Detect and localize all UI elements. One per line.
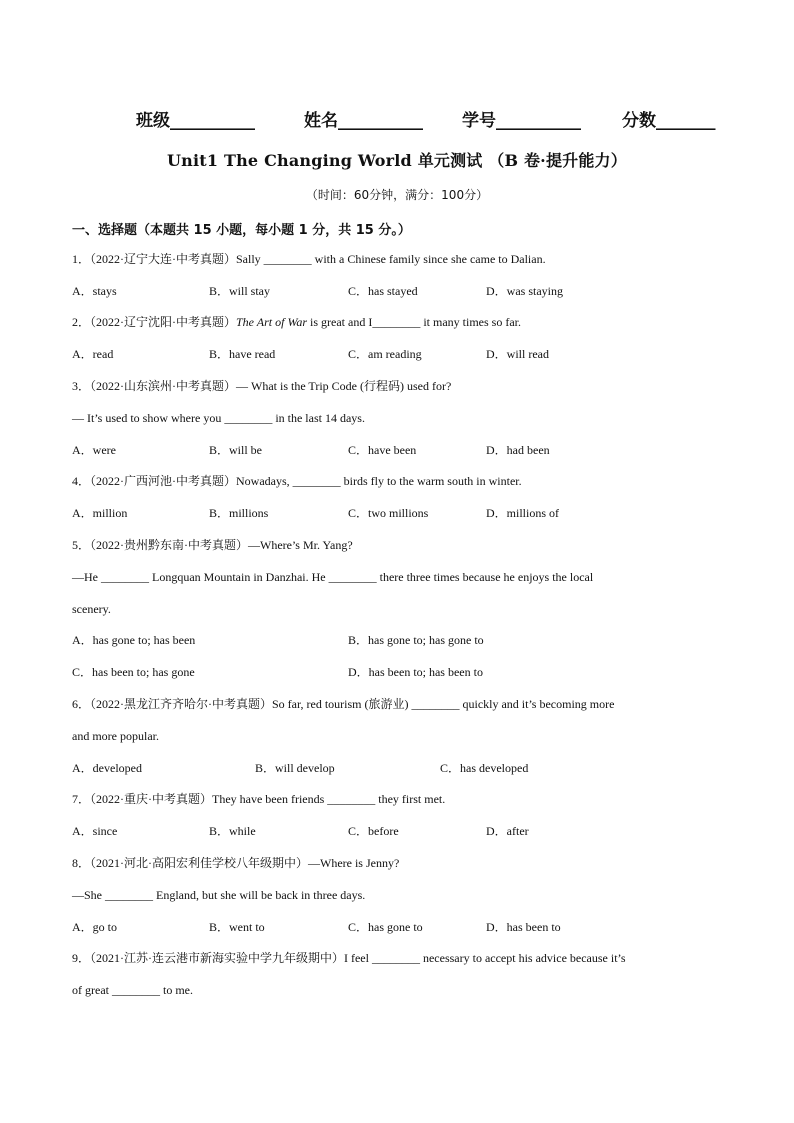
q6-option-b[interactable]: B．will develop — [255, 761, 335, 775]
q5-option-c[interactable]: C．has been to; has gone — [72, 665, 195, 679]
question-8-stem: 8．（2021·河北·高阳宏利佳学校八年级期中）—Where is Jenny? — [72, 856, 400, 870]
q8-option-d[interactable]: D．has been to — [486, 920, 561, 934]
q4-option-a[interactable]: A．million — [72, 506, 128, 520]
page-title: Unit1 The Changing World 单元测试 （B 卷·提升能力） — [167, 151, 627, 170]
q2-book-title: The Art of War — [236, 315, 308, 329]
q7-option-a[interactable]: A．since — [72, 824, 118, 838]
exam-duration-info: （时间：60分钟，满分：100分） — [305, 188, 489, 202]
q3-option-d[interactable]: D．had been — [486, 443, 550, 457]
q4-option-b[interactable]: B．millions — [209, 506, 269, 520]
q3-option-c[interactable]: C．have been — [348, 443, 417, 457]
q7-option-c[interactable]: C．before — [348, 824, 399, 838]
q5-option-b[interactable]: B．has gone to; has gone to — [348, 633, 484, 647]
q1-option-c[interactable]: C．has stayed — [348, 284, 418, 298]
q4-option-d[interactable]: D．millions of — [486, 506, 560, 520]
q7-option-b[interactable]: B．while — [209, 824, 256, 838]
q3-option-b[interactable]: B．will be — [209, 443, 262, 457]
q2-stem-suffix: is great and I________ it many times so far. — [307, 315, 521, 329]
q2-option-b[interactable]: B．have read — [209, 347, 276, 361]
q1-option-a[interactable]: A．stays — [72, 284, 117, 298]
q6-option-a[interactable]: A．developed — [72, 761, 142, 775]
q5-option-a[interactable]: A．has gone to; has been — [72, 633, 196, 647]
question-7-stem: 7．（2022·重庆·中考真题）They have been friends ________ they first met. — [72, 792, 446, 806]
name-field[interactable]: 姓名__________ — [304, 111, 423, 131]
q8-option-c[interactable]: C．has gone to — [348, 920, 423, 934]
q4-option-c[interactable]: C．two millions — [348, 506, 429, 520]
question-3-stem: 3．（2022·山东滨州·中考真题）— What is the Trip Code (行程码) used for? — [72, 379, 452, 393]
section-title: 一、选择题（本题共 15 小题，每小题 1 分，共 15 分。） — [72, 223, 411, 238]
question-8-stem-line-2: —She ________ England, but she will be back in three days. — [72, 888, 366, 902]
student-id-field[interactable]: 学号__________ — [462, 111, 581, 131]
question-9-stem-line-2: of great ________ to me. — [72, 983, 193, 997]
q6-option-c[interactable]: C．has developed — [440, 761, 529, 775]
question-1-stem: 1．（2022·辽宁大连·中考真题）Sally ________ with a Chinese family since she came to Dalian. — [72, 252, 546, 266]
q3-option-a[interactable]: A．were — [72, 443, 116, 457]
q2-option-a[interactable]: A．read — [72, 347, 114, 361]
q7-option-d[interactable]: D．after — [486, 824, 529, 838]
question-3-stem-line-2: — It’s used to show where you ________ in the last 14 days. — [72, 411, 365, 425]
q5-option-d[interactable]: D．has been to; has been to — [348, 665, 483, 679]
q8-option-b[interactable]: B．went to — [209, 920, 265, 934]
q1-option-d[interactable]: D．was staying — [486, 284, 563, 298]
question-5-stem: 5．（2022·贵州黔东南·中考真题）—Where’s Mr. Yang? — [72, 538, 353, 552]
q8-option-a[interactable]: A．go to — [72, 920, 118, 934]
score-field[interactable]: 分数_______ — [622, 111, 716, 131]
question-6-stem-line-2: and more popular. — [72, 729, 159, 743]
question-4-stem: 4．（2022·广西河池·中考真题）Nowadays, ________ birds fly to the warm south in winter. — [72, 474, 522, 488]
question-5-stem-line-2: —He ________ Longquan Mountain in Danzhai. He ________ there three times because he enjoys the local — [72, 570, 594, 584]
question-5-stem-line-3: scenery. — [72, 602, 111, 616]
q1-option-b[interactable]: B．will stay — [209, 284, 271, 298]
question-2-stem — [72, 314, 521, 330]
question-9-stem: 9．（2021·江苏·连云港市新海实验中学九年级期中）I feel ________ necessary to accept his advice because it’s — [72, 951, 626, 965]
q2-stem-prefix: 2．（2022·辽宁沈阳·中考真题） — [72, 315, 236, 329]
q2-option-d[interactable]: D．will read — [486, 347, 549, 361]
question-6-stem: 6．（2022·黑龙江齐齐哈尔·中考真题）So far, red tourism (旅游业) ________ quickly and it’s becoming more — [72, 697, 615, 711]
class-field[interactable]: 班级__________ — [136, 111, 255, 131]
q2-option-c[interactable]: C．am reading — [348, 347, 422, 361]
